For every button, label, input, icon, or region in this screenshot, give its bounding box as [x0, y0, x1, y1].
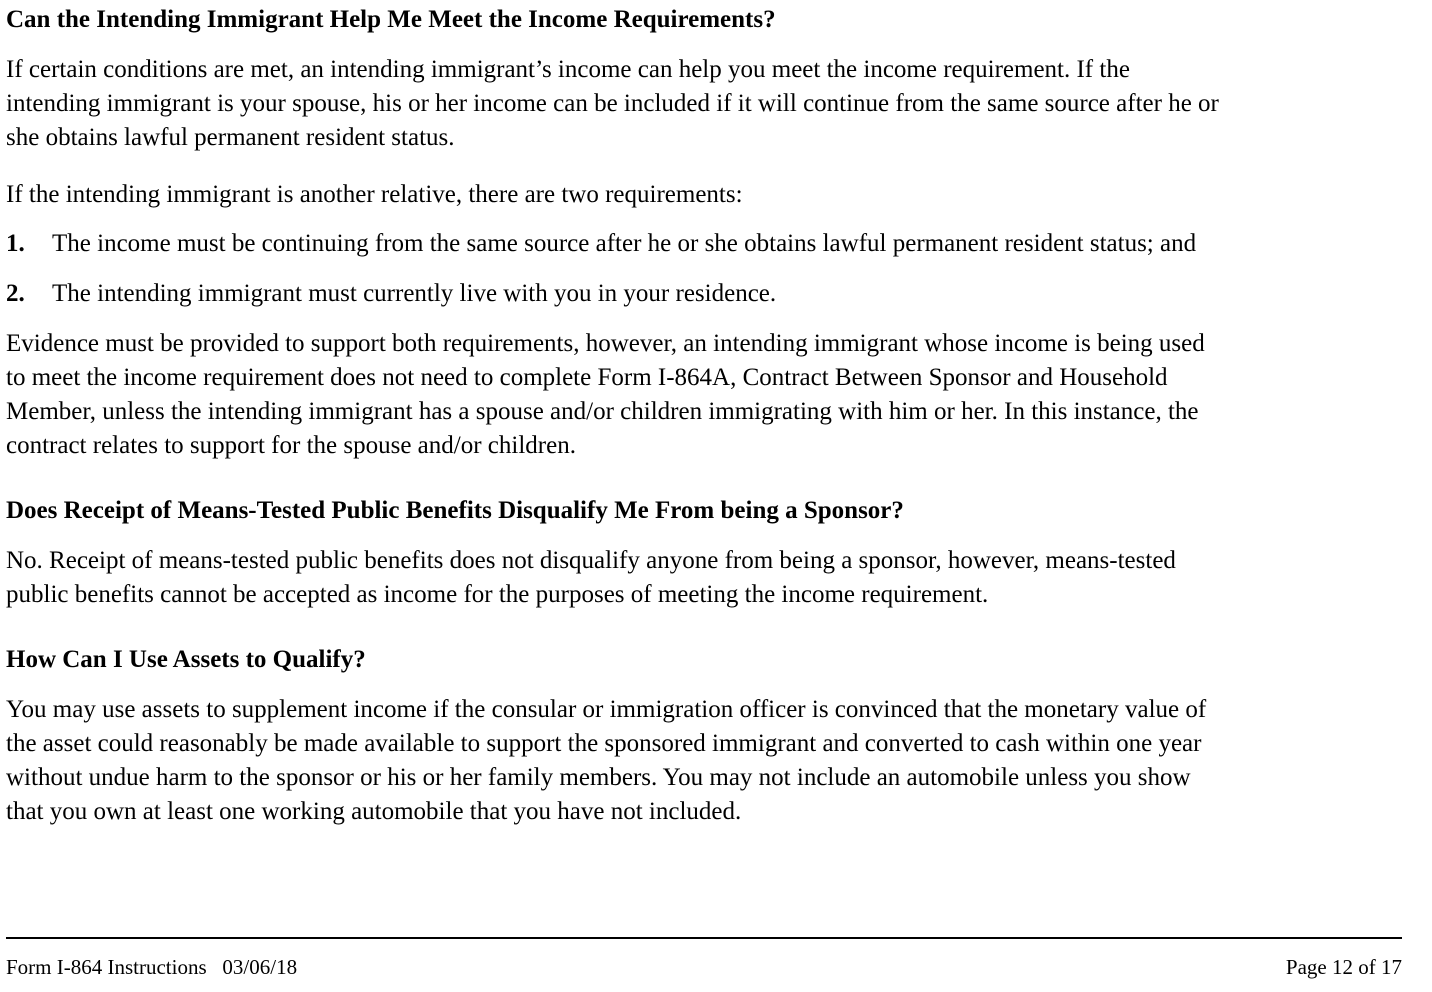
list-number: 2.: [6, 280, 25, 307]
footer-form-label: Form I-864 Instructions 03/06/18: [6, 955, 298, 979]
paragraph-income-conditions: If certain conditions are met, an intending immigrant’s income can help you meet the income requirement. If the intending immigrant is your spouse, his or her income can be included if it will continue from the same source after he or she obtains lawful permanent resident status.: [6, 56, 1219, 151]
paragraph-evidence: Evidence must be provided to support both requirements, however, an intending immigrant whose income is being used to meet the income requirement does not need to complete Form I-864A, Contract Between Sponsor and Household Member, unless the intending immigrant has a spouse and/or children immigrating with him or her. In this instance, the contract relates to support for the spouse and/or children.: [6, 330, 1205, 459]
list-number: 1.: [6, 230, 25, 257]
list-item-text: The intending immigrant must currently live with you in your residence.: [52, 280, 777, 307]
section-heading-assets: How Can I Use Assets to Qualify?: [6, 646, 366, 673]
section-heading-public-benefits: Does Receipt of Means-Tested Public Benefits Disqualify Me From being a Sponsor?: [6, 497, 904, 524]
list-item-requirement-2: [6, 277, 776, 311]
paragraph-assets: You may use assets to supplement income if the consular or immigration officer is convinced that the monetary value of the asset could reasonably be made available to support the sponsored immigrant and converted to cash within one year without undue harm to the sponsor or his or her family members. You may not include an automobile unless you show that you own at least one working automobile that you have not included.: [6, 696, 1207, 825]
list-item-text: The income must be continuing from the same source after he or she obtains lawful permanent resident status; and: [52, 230, 1197, 257]
paragraph-public-benefits: No. Receipt of means-tested public benefits does not disqualify anyone from being a sponsor, however, means-tested public benefits cannot be accepted as income for the purposes of meeting the income requirement.: [6, 547, 1176, 608]
list-item-requirement-1: [6, 227, 1196, 261]
section-heading-income-help: Can the Intending Immigrant Help Me Meet the Income Requirements?: [6, 6, 776, 33]
paragraph-two-requirements: If the intending immigrant is another relative, there are two requirements:: [6, 181, 743, 208]
footer-page-number: Page 12 of 17: [1285, 955, 1402, 979]
footer-divider: [6, 937, 1402, 939]
